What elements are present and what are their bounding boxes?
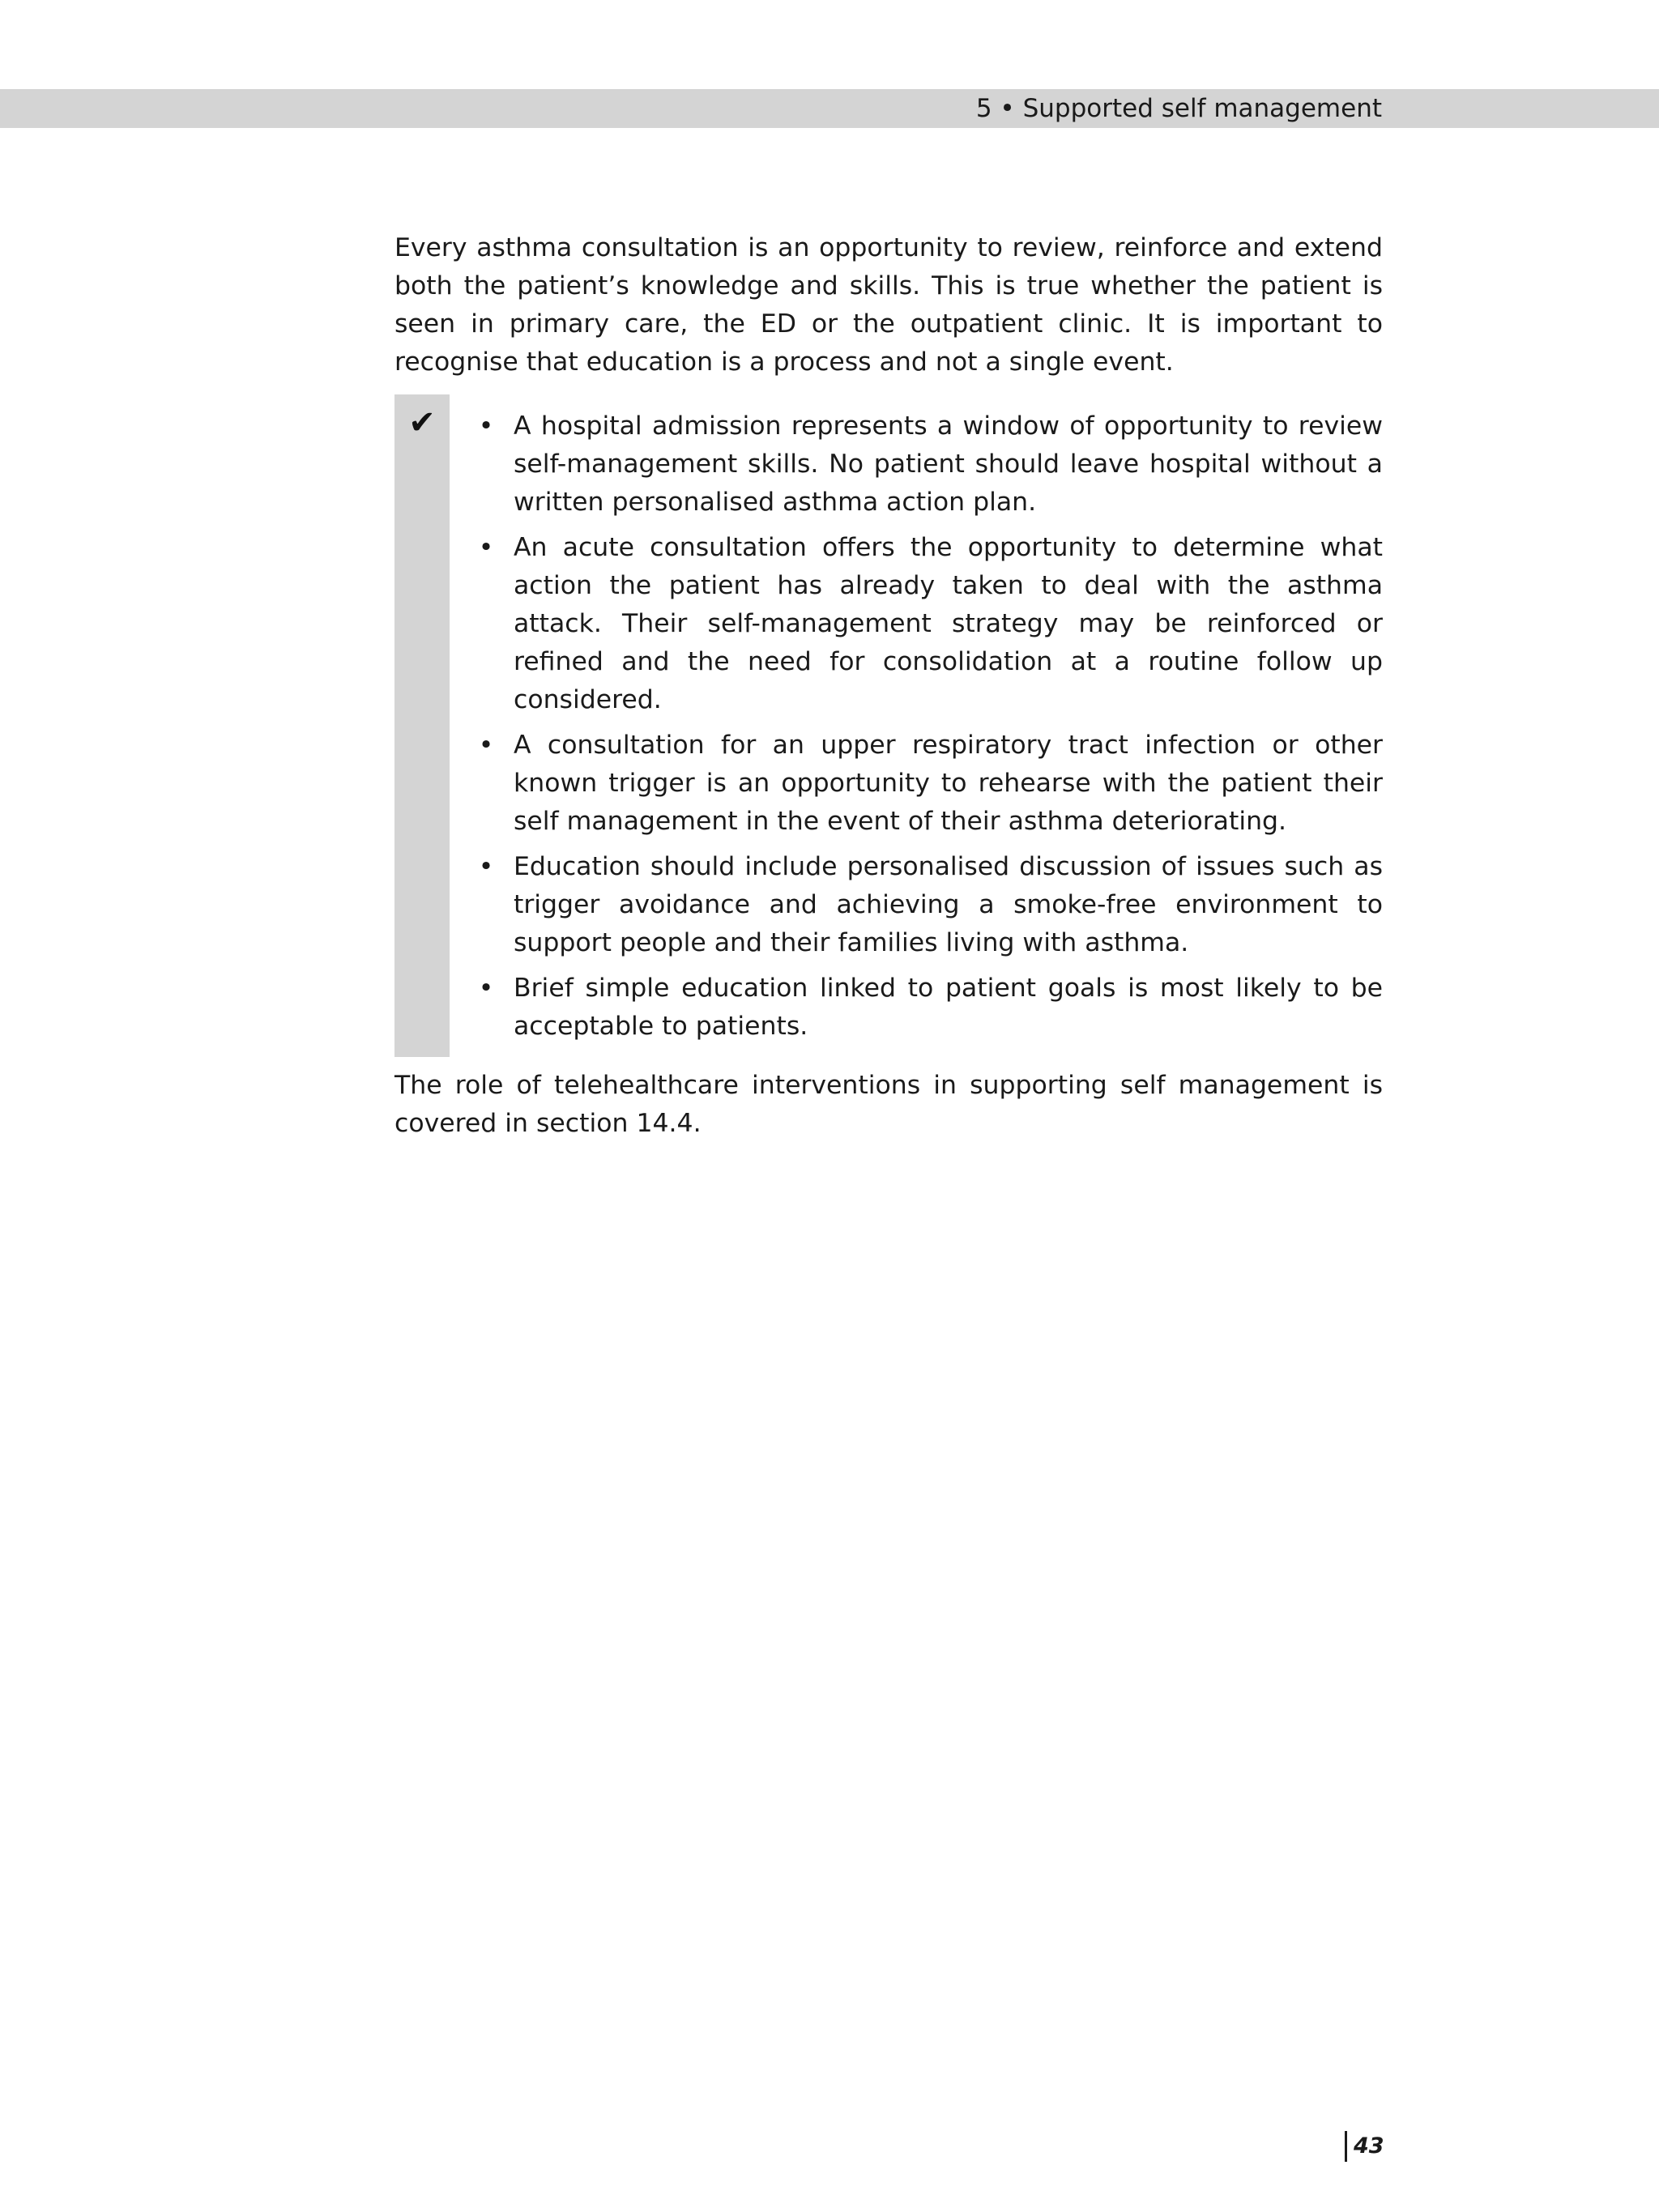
list-item — [478, 727, 1383, 841]
list-item-text: A hospital admission represents a window of opportunity to review self-management skills. No patient should leave hospital without a written personalised asthma action plan. — [514, 411, 1383, 517]
bullet-icon: • — [478, 974, 494, 1003]
key-points-list — [394, 407, 1383, 1046]
list-item — [478, 529, 1383, 719]
bullet-icon: • — [478, 533, 494, 562]
bullet-icon: • — [478, 852, 494, 881]
list-item-text: An acute consultation offers the opportunity to determine what action the patient has already taken to deal with the asthma attack. Their self-management strategy may be reinforced or refined and the need for consolidation at a routine follow up considered. — [514, 533, 1383, 714]
key-points-callout — [394, 394, 1383, 1057]
list-item — [478, 970, 1383, 1046]
running-header: 5 • Supported self management — [975, 94, 1382, 123]
list-item-text: Education should include personalised discussion of issues such as trigger avoidance and achieving a smoke-free environment to support people and their families living with asthma. — [514, 852, 1383, 957]
check-icon: ✔ — [408, 404, 436, 441]
closing-paragraph: The role of telehealthcare interventions in supporting self management is covered in section 14.4. — [394, 1071, 1383, 1138]
page-content — [394, 229, 1383, 1143]
list-item-text: A consultation for an upper respiratory tract infection or other known trigger is an opportunity to rehearse with the patient their self management in the event of their asthma deteriorating. — [514, 731, 1383, 836]
list-item-text: Brief simple education linked to patient goals is most likely to be acceptable to patients. — [514, 974, 1383, 1041]
header-band — [0, 89, 1659, 128]
intro-paragraph: Every asthma consultation is an opportunity to review, reinforce and extend both the patient’s knowledge and skills. This is true whether the patient is seen in primary care, the ED or the outpatient clinic. It is important to recognise that education is a process and not a single event. — [394, 233, 1383, 377]
bullet-icon: • — [478, 411, 494, 441]
page-number-rule — [1345, 2131, 1347, 2162]
bullet-icon: • — [478, 731, 494, 760]
callout-sidebar — [394, 394, 450, 1057]
page-footer — [1345, 2132, 1384, 2161]
page-number: 43 — [1354, 2133, 1384, 2159]
list-item — [478, 407, 1383, 522]
list-item — [478, 848, 1383, 962]
